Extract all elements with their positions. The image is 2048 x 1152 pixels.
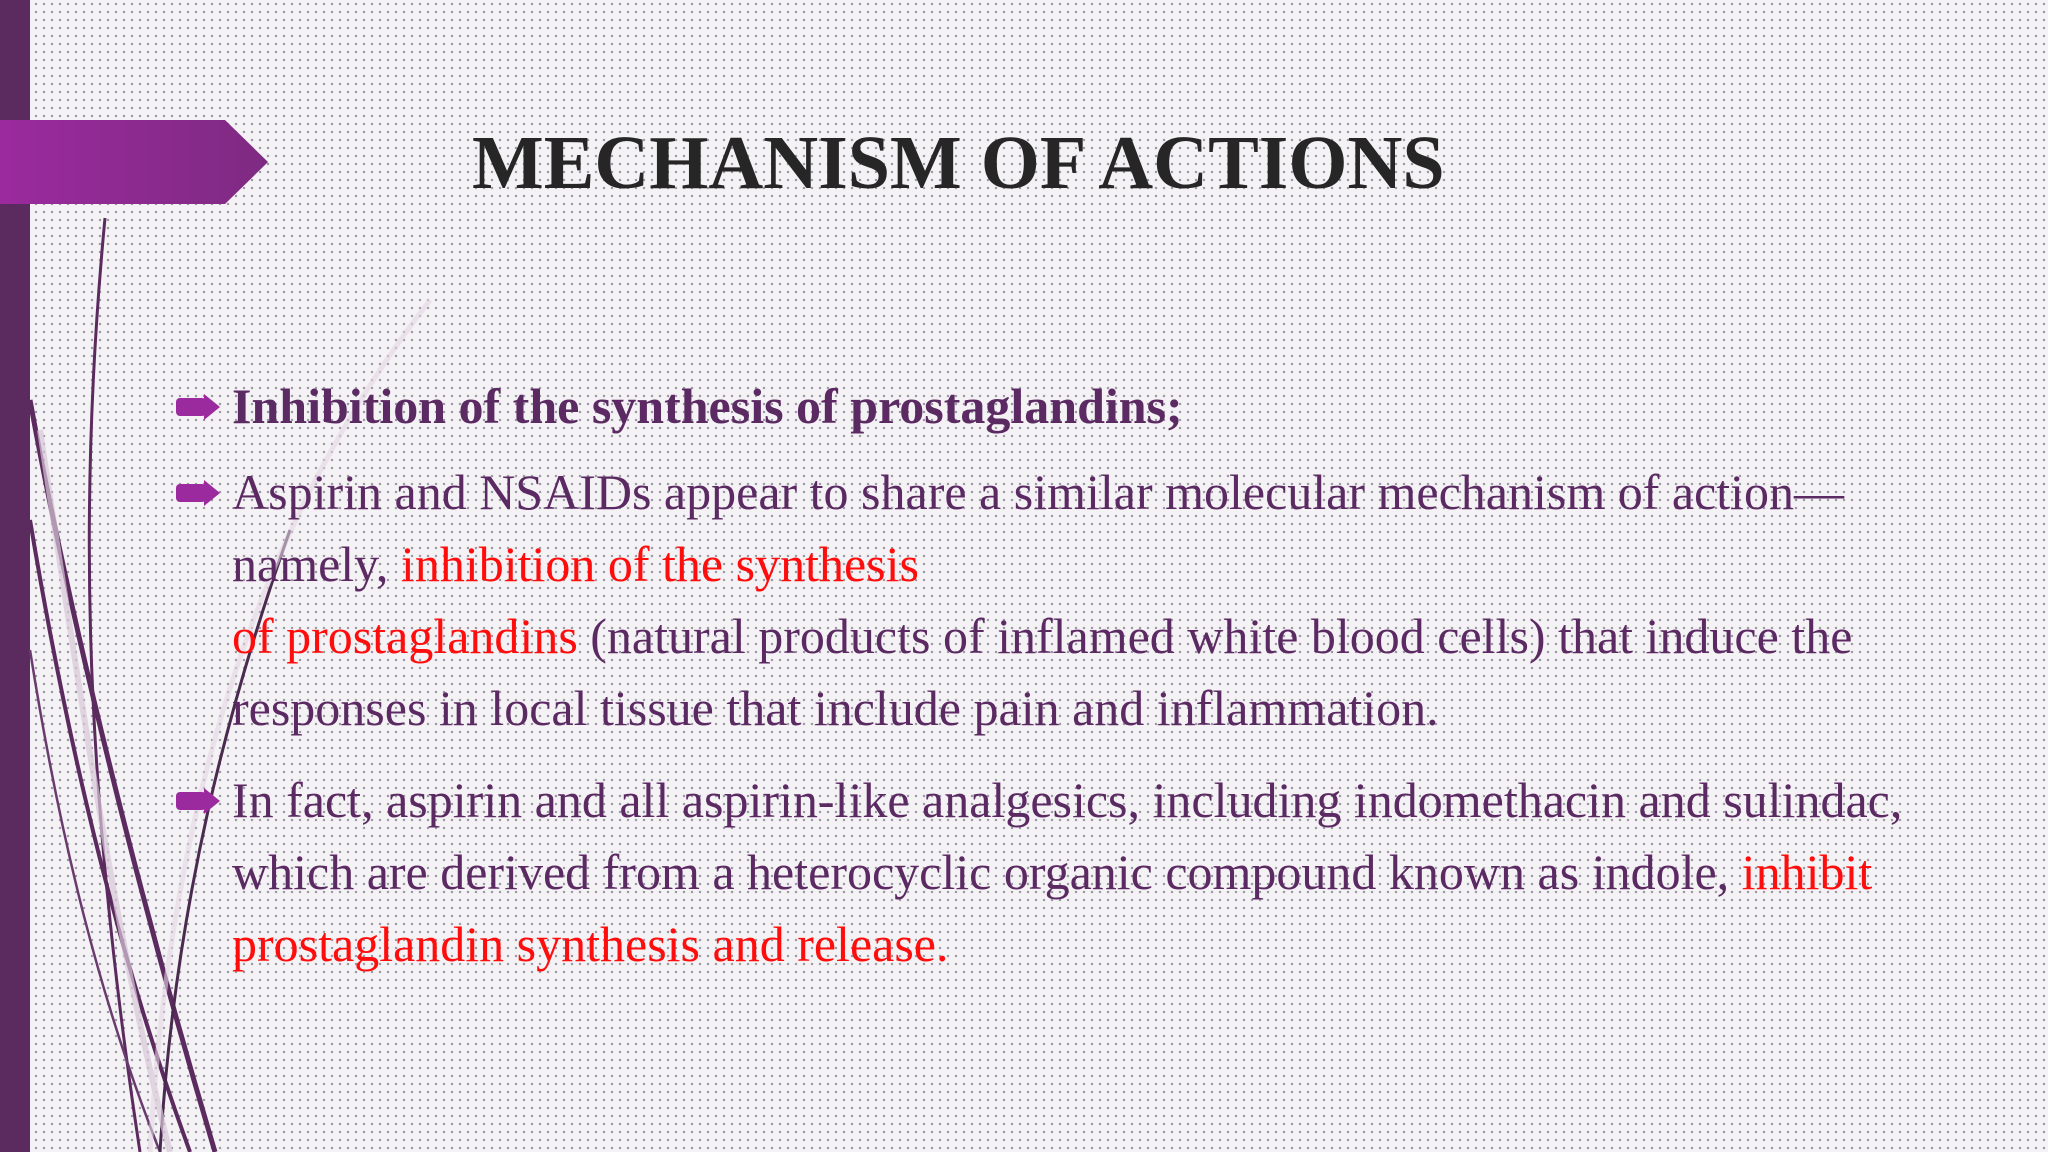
highlight-text: inhibition of the synthesis xyxy=(400,536,919,592)
arrow-right-icon xyxy=(176,480,220,506)
list-item xyxy=(176,764,1936,980)
highlight-text: of prostaglandins xyxy=(232,608,578,664)
page-title: MECHANISM OF ACTIONS xyxy=(472,121,1445,205)
swoosh-line xyxy=(30,520,190,1152)
bullet-text: Aspirin and NSAIDs appear to share a similar molecular mechanism of action—namely, xyxy=(232,464,1845,592)
swoosh-line xyxy=(40,430,170,1152)
bullet-list xyxy=(176,370,1936,1000)
left-accent-bar xyxy=(0,0,30,1152)
list-item xyxy=(176,370,1936,442)
title-banner xyxy=(0,120,268,204)
arrow-right-icon xyxy=(176,788,220,814)
bullet-text: (natural products of inflamed white blood cells) that induce the responses in local tissue that include pain and inflammation. xyxy=(232,608,1853,736)
swoosh-line xyxy=(30,650,160,1152)
arrow-right-icon xyxy=(176,394,220,420)
bullet-text: In fact, aspirin and all aspirin-like analgesics, including indomethacin and sulindac, which are derived from a heterocyclic organic compound known as indole, xyxy=(232,772,1903,900)
list-item xyxy=(176,456,1936,744)
swoosh-line xyxy=(89,218,140,1152)
bullet-text: Inhibition of the synthesis of prostaglandins; xyxy=(232,378,1183,434)
highlight-text: inhibit prostaglandin synthesis and release. xyxy=(232,844,1873,972)
